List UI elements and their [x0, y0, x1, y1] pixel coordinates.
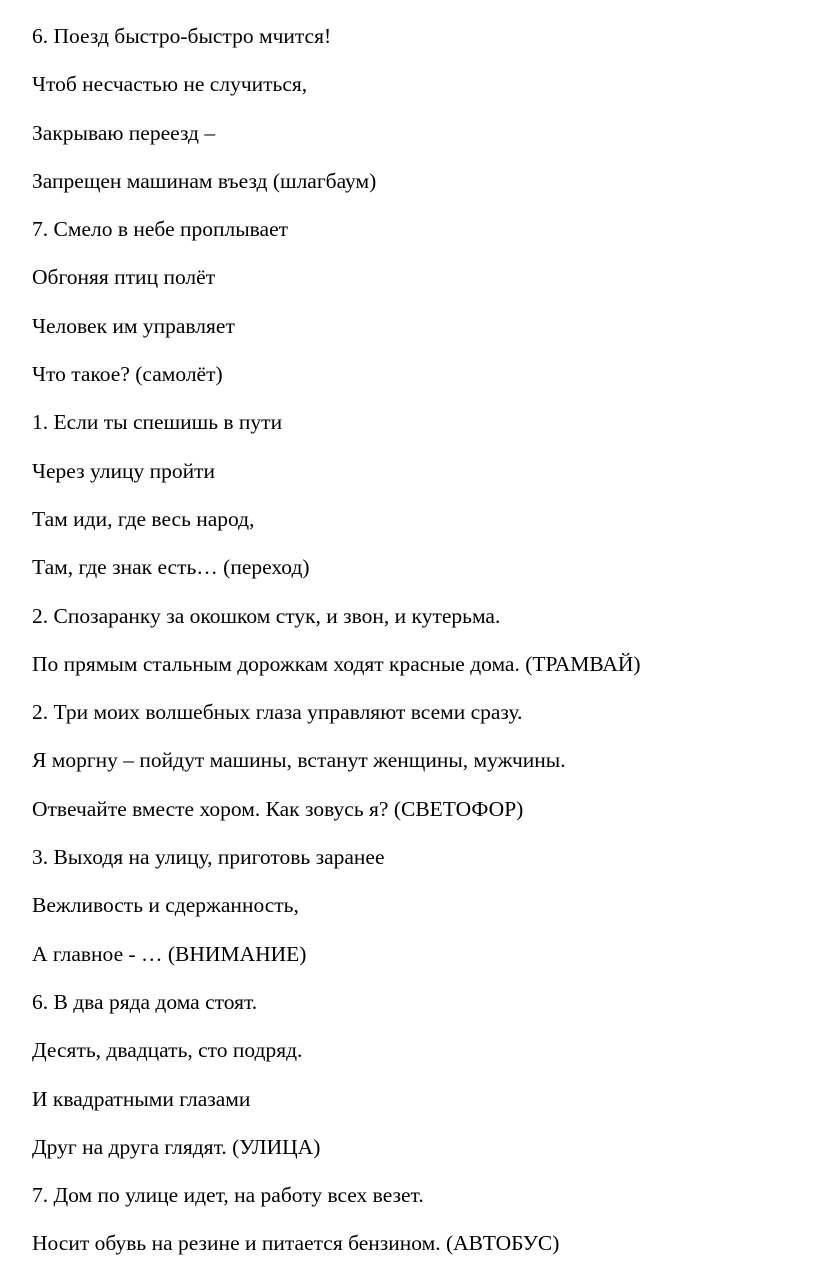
riddle-text — [32, 20, 641, 1276]
text-line: 3. Выходя на улицу, приготовь заранее — [32, 845, 385, 870]
text-line: А главное - … (ВНИМАНИЕ) — [32, 941, 307, 966]
text-line: 2. Спозаранку за окошком стук, и звон, и кутерьма. — [32, 603, 501, 628]
text-line: Закрываю переезд – — [32, 120, 216, 145]
text-line: Вежливость и сдержанность, — [32, 893, 299, 918]
text-line: Носит обувь на резине и питается бензином. (АВТОБУС) — [32, 1231, 560, 1256]
text-line: Там иди, где весь народ, — [32, 506, 255, 531]
text-line: Обгоняя птиц полёт — [32, 265, 216, 290]
text-line: 7. Дом по улице идет, на работу всех везет. — [32, 1183, 424, 1208]
text-line: Я моргну – пойдут машины, встанут женщины, мужчины. — [32, 748, 566, 773]
text-line: По прямым стальным дорожкам ходят красные дома. (ТРАМВАЙ) — [32, 651, 641, 676]
text-line: Что такое? (самолёт) — [32, 362, 223, 387]
text-line: Чтоб несчастью не случиться, — [32, 72, 308, 97]
text-line: Человек им управляет — [32, 313, 235, 338]
text-line: 6. В два ряда дома стоят. — [32, 989, 258, 1014]
text-line: Там, где знак есть… (переход) — [32, 555, 310, 580]
text-line: 7. Смело в небе проплывает — [32, 217, 289, 242]
text-line: Друг на друга глядят. (УЛИЦА) — [32, 1134, 321, 1159]
text-line: Через улицу пройти — [32, 458, 216, 483]
text-line: Десять, двадцать, сто подряд. — [32, 1038, 303, 1063]
text-line: 2. Три моих волшебных глаза управляют всеми сразу. — [32, 700, 523, 725]
text-line: И квадратными глазами — [32, 1086, 251, 1111]
text-line: Запрещен машинам въезд (шлагбаум) — [32, 168, 377, 193]
text-line: 6. Поезд быстро-быстро мчится! — [32, 24, 332, 48]
text-line: Отвечайте вместе хором. Как зовусь я? (СВЕТОФОР) — [32, 796, 524, 821]
text-line: 1. Если ты спешишь в пути — [32, 410, 283, 435]
